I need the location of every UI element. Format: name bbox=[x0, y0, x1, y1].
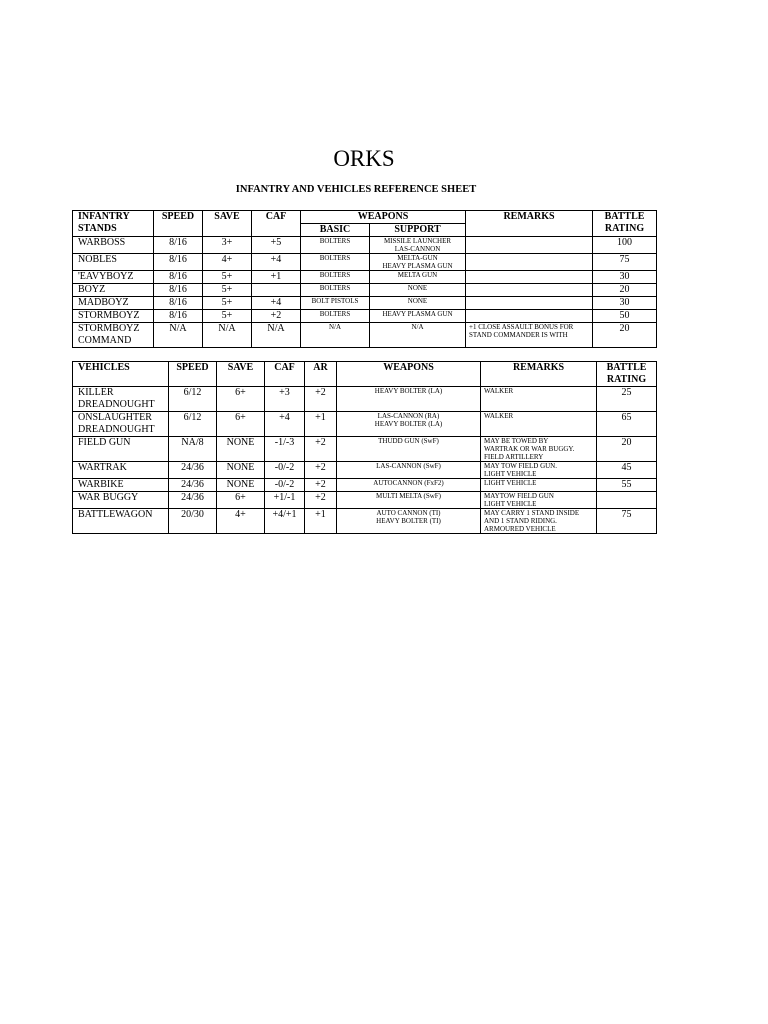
header-ar: AR bbox=[305, 362, 337, 387]
battle-rating-cell: 75 bbox=[593, 254, 657, 271]
battle-rating-cell: 20 bbox=[593, 284, 657, 297]
ar-cell: +1 bbox=[305, 412, 337, 437]
battle-rating-cell: 30 bbox=[593, 297, 657, 310]
vehicle-row bbox=[73, 509, 657, 534]
speed-cell: 24/36 bbox=[169, 479, 217, 492]
header-support: SUPPORT bbox=[370, 224, 466, 237]
vehicle-name: WARBIKE bbox=[73, 479, 169, 492]
battle-rating-cell: 30 bbox=[593, 271, 657, 284]
save-cell: 5+ bbox=[203, 310, 252, 323]
vehicles-table bbox=[72, 361, 657, 534]
battle-rating-cell: 100 bbox=[593, 237, 657, 254]
remarks-cell: MAY CARRY 1 STAND INSIDE AND 1 STAND RIDING. ARMOURED VEHICLE bbox=[481, 509, 597, 534]
remarks-cell bbox=[466, 271, 593, 284]
caf-cell: +5 bbox=[252, 237, 301, 254]
caf-cell: +1/-1 bbox=[265, 492, 305, 509]
support-weapon-cell: HEAVY PLASMA GUN bbox=[370, 310, 466, 323]
header-remarks: REMARKS bbox=[481, 362, 597, 387]
stand-name: STORMBOYZ bbox=[73, 310, 154, 323]
remarks-cell bbox=[466, 284, 593, 297]
save-cell: 4+ bbox=[203, 254, 252, 271]
ar-cell: +1 bbox=[305, 509, 337, 534]
remarks-cell: MAY BE TOWED BY WARTRAK OR WAR BUGGY. FIELD ARTILLERY bbox=[481, 437, 597, 462]
ar-cell: +2 bbox=[305, 387, 337, 412]
save-cell: 6+ bbox=[217, 387, 265, 412]
header-vehicles: VEHICLES bbox=[73, 362, 169, 387]
infantry-row bbox=[73, 254, 657, 271]
speed-cell: 24/36 bbox=[169, 492, 217, 509]
vehicle-name: BATTLEWAGON bbox=[73, 509, 169, 534]
speed-cell: N/A bbox=[154, 323, 203, 348]
caf-cell: +4 bbox=[252, 297, 301, 310]
vehicle-name: WARTRAK bbox=[73, 462, 169, 479]
stand-name: STORMBOYZ COMMAND bbox=[73, 323, 154, 348]
save-cell: 6+ bbox=[217, 492, 265, 509]
battle-rating-cell bbox=[597, 492, 657, 509]
support-weapon-cell: NONE bbox=[370, 284, 466, 297]
remarks-cell: MAYTOW FIELD GUN LIGHT VEHICLE bbox=[481, 492, 597, 509]
header-weapons: WEAPONS bbox=[301, 211, 466, 224]
remarks-cell bbox=[466, 297, 593, 310]
save-cell: 6+ bbox=[217, 412, 265, 437]
remarks-cell bbox=[466, 237, 593, 254]
weapons-cell: LAS-CANNON (SwF) bbox=[337, 462, 481, 479]
save-cell: NONE bbox=[217, 437, 265, 462]
header-speed: SPEED bbox=[154, 211, 203, 237]
header-infantry-stands: INFANTRY STANDS bbox=[73, 211, 154, 237]
speed-cell: 8/16 bbox=[154, 237, 203, 254]
caf-cell: +2 bbox=[252, 310, 301, 323]
speed-cell: 6/12 bbox=[169, 387, 217, 412]
speed-cell: 8/16 bbox=[154, 310, 203, 323]
caf-cell: -1/-3 bbox=[265, 437, 305, 462]
header-save: SAVE bbox=[217, 362, 265, 387]
battle-rating-cell: 20 bbox=[597, 437, 657, 462]
caf-cell: +3 bbox=[265, 387, 305, 412]
caf-cell: +4 bbox=[265, 412, 305, 437]
speed-cell: 8/16 bbox=[154, 254, 203, 271]
vehicle-name: KILLER DREADNOUGHT bbox=[73, 387, 169, 412]
vehicle-name: ONSLAUGHTER DREADNOUGHT bbox=[73, 412, 169, 437]
ar-cell: +2 bbox=[305, 479, 337, 492]
weapons-cell: MULTI MELTA (SwF) bbox=[337, 492, 481, 509]
speed-cell: NA/8 bbox=[169, 437, 217, 462]
basic-weapon-cell: BOLTERS bbox=[301, 284, 370, 297]
battle-rating-cell: 45 bbox=[597, 462, 657, 479]
basic-weapon-cell: BOLTERS bbox=[301, 271, 370, 284]
infantry-header-row bbox=[73, 211, 657, 224]
basic-weapon-cell: N/A bbox=[301, 323, 370, 348]
battle-rating-cell: 55 bbox=[597, 479, 657, 492]
infantry-row bbox=[73, 323, 657, 348]
weapons-cell: AUTO CANNON (TI) HEAVY BOLTER (TI) bbox=[337, 509, 481, 534]
vehicle-name: FIELD GUN bbox=[73, 437, 169, 462]
infantry-row bbox=[73, 271, 657, 284]
caf-cell: -0/-2 bbox=[265, 462, 305, 479]
vehicle-row bbox=[73, 492, 657, 509]
save-cell: 5+ bbox=[203, 271, 252, 284]
basic-weapon-cell: BOLTERS bbox=[301, 310, 370, 323]
stand-name: WARBOSS bbox=[73, 237, 154, 254]
stand-name: 'EAVYBOYZ bbox=[73, 271, 154, 284]
support-weapon-cell: N/A bbox=[370, 323, 466, 348]
battle-rating-cell: 75 bbox=[597, 509, 657, 534]
infantry-row bbox=[73, 284, 657, 297]
remarks-cell bbox=[466, 254, 593, 271]
infantry-row bbox=[73, 310, 657, 323]
stand-name: MADBOYZ bbox=[73, 297, 154, 310]
caf-cell bbox=[252, 284, 301, 297]
save-cell: 4+ bbox=[217, 509, 265, 534]
battle-rating-cell: 25 bbox=[597, 387, 657, 412]
header-remarks: REMARKS bbox=[466, 211, 593, 237]
page-title: ORKS bbox=[333, 146, 395, 171]
infantry-row bbox=[73, 297, 657, 310]
vehicle-row bbox=[73, 412, 657, 437]
basic-weapon-cell: BOLTERS bbox=[301, 254, 370, 271]
caf-cell: +4/+1 bbox=[265, 509, 305, 534]
ar-cell: +2 bbox=[305, 492, 337, 509]
page-subtitle: INFANTRY AND VEHICLES REFERENCE SHEET bbox=[235, 184, 477, 195]
vehicle-row bbox=[73, 387, 657, 412]
infantry-table bbox=[72, 210, 657, 348]
header-basic: BASIC bbox=[301, 224, 370, 237]
battle-rating-cell: 50 bbox=[593, 310, 657, 323]
header-caf: CAF bbox=[265, 362, 305, 387]
ar-cell: +2 bbox=[305, 462, 337, 479]
battle-rating-cell: 20 bbox=[593, 323, 657, 348]
speed-cell: 8/16 bbox=[154, 297, 203, 310]
save-cell: 3+ bbox=[203, 237, 252, 254]
save-cell: 5+ bbox=[203, 297, 252, 310]
weapons-cell: AUTOCANNON (FxF2) bbox=[337, 479, 481, 492]
remarks-cell: MAY TOW FIELD GUN. LIGHT VEHICLE bbox=[481, 462, 597, 479]
vehicle-row bbox=[73, 437, 657, 462]
remarks-cell: WALKER bbox=[481, 412, 597, 437]
header-speed: SPEED bbox=[169, 362, 217, 387]
ar-cell: +2 bbox=[305, 437, 337, 462]
caf-cell: N/A bbox=[252, 323, 301, 348]
remarks-cell: +1 CLOSE ASSAULT BONUS FOR STAND COMMANDER IS WITH bbox=[466, 323, 593, 348]
save-cell: 5+ bbox=[203, 284, 252, 297]
support-weapon-cell: MELTA-GUN HEAVY PLASMA GUN bbox=[370, 254, 466, 271]
remarks-cell: WALKER bbox=[481, 387, 597, 412]
header-battle-rating: BATTLE RATING bbox=[593, 211, 657, 237]
vehicle-name: WAR BUGGY bbox=[73, 492, 169, 509]
support-weapon-cell: MELTA GUN bbox=[370, 271, 466, 284]
speed-cell: 8/16 bbox=[154, 271, 203, 284]
save-cell: N/A bbox=[203, 323, 252, 348]
remarks-cell: LIGHT VEHICLE bbox=[481, 479, 597, 492]
caf-cell: +1 bbox=[252, 271, 301, 284]
remarks-cell bbox=[466, 310, 593, 323]
save-cell: NONE bbox=[217, 462, 265, 479]
header-caf: CAF bbox=[252, 211, 301, 237]
vehicle-row bbox=[73, 462, 657, 479]
caf-cell: -0/-2 bbox=[265, 479, 305, 492]
basic-weapon-cell: BOLT PISTOLS bbox=[301, 297, 370, 310]
support-weapon-cell: NONE bbox=[370, 297, 466, 310]
weapons-cell: HEAVY BOLTER (LA) bbox=[337, 387, 481, 412]
caf-cell: +4 bbox=[252, 254, 301, 271]
support-weapon-cell: MISSILE LAUNCHER LAS-CANNON bbox=[370, 237, 466, 254]
weapons-cell: LAS-CANNON (RA) HEAVY BOLTER (LA) bbox=[337, 412, 481, 437]
header-save: SAVE bbox=[203, 211, 252, 237]
infantry-row bbox=[73, 237, 657, 254]
speed-cell: 6/12 bbox=[169, 412, 217, 437]
header-battle-rating: BATTLE RATING bbox=[597, 362, 657, 387]
save-cell: NONE bbox=[217, 479, 265, 492]
speed-cell: 8/16 bbox=[154, 284, 203, 297]
vehicle-row bbox=[73, 479, 657, 492]
vehicles-header-row bbox=[73, 362, 657, 387]
stand-name: BOYZ bbox=[73, 284, 154, 297]
basic-weapon-cell: BOLTERS bbox=[301, 237, 370, 254]
speed-cell: 24/36 bbox=[169, 462, 217, 479]
stand-name: NOBLES bbox=[73, 254, 154, 271]
battle-rating-cell: 65 bbox=[597, 412, 657, 437]
speed-cell: 20/30 bbox=[169, 509, 217, 534]
weapons-cell: THUDD GUN (SwF) bbox=[337, 437, 481, 462]
header-weapons: WEAPONS bbox=[337, 362, 481, 387]
